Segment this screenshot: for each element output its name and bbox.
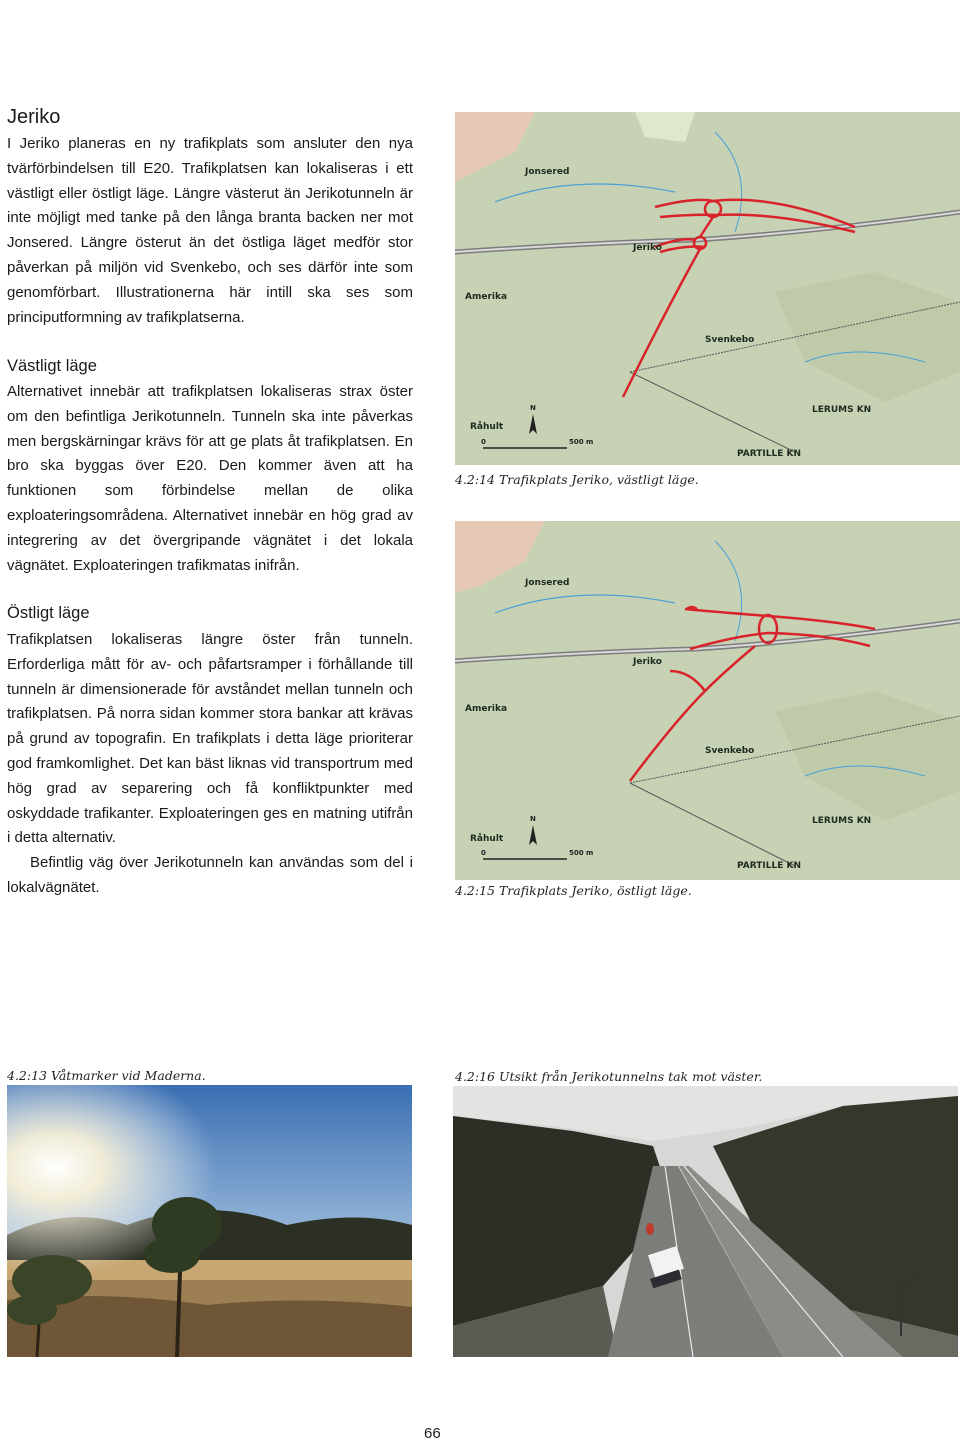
photo-wetlands-graphic	[7, 1085, 412, 1357]
map-east-label-amerika: Amerika	[465, 704, 508, 714]
east-text: Trafikplatsen lokaliseras längre öster från tunneln. Erforderliga mått för av- och påfartsramper i förhållande till tunneln är dimensionerade för avståndet mellan tunneln och trafikplatsen. På norra sidan kommer stora bankar att krävas på grund av topografin. En trafikplats i detta läge prioriterar god framkomlighet. Det kan bäst liknas vid transportrum med hög grad av separering och få konfliktpunkter med oskyddade trafikanter. Exploateringen ges en matning utifrån i detta alternativ.	[7, 631, 413, 847]
map-east-label-rahult: Råhult	[470, 834, 504, 844]
caption-fig14: 4.2:14 Trafikplats Jeriko, västligt läge.	[455, 472, 699, 487]
map-west-label-svenkebo: Svenkebo	[705, 335, 755, 345]
photo-highway-graphic	[453, 1086, 958, 1357]
map-east-scale-end: 500 m	[569, 849, 594, 857]
map-west-north-label: N	[530, 404, 536, 412]
intro-text: I Jeriko planeras en ny trafikplats som ansluter den nya tvärförbindelsen till E20. Trafikplatsen kan lokaliseras i ett västligt eller östligt läge. Längre västerut än Jerikotunneln är inte möjligt med tanke på den långa branta backen ner mot Jonsered. Längre österut än det östliga läget medför stor påverkan på miljön vid Svenkebo, och ses därför inte som genomförbart. Illustrationerna här intill ska ses som principutformning av trafikplatserna.	[7, 135, 413, 326]
caption-fig16: 4.2:16 Utsikt från Jerikotunnelns tak mot väster.	[455, 1069, 763, 1084]
map-east-label-lerums: LERUMS KN	[812, 816, 872, 826]
map-east-label-jonsered: Jonsered	[525, 578, 570, 588]
photo-wetlands	[7, 1085, 412, 1357]
caption-fig15: 4.2:15 Trafikplats Jeriko, östligt läge.	[455, 883, 692, 898]
map-west	[455, 112, 960, 465]
east-heading: Östligt läge	[7, 604, 90, 622]
east-text-2: Befintlig väg över Jerikotunneln kan användas som del i lokalvägnätet.	[7, 854, 413, 896]
map-east-label-jeriko: Jeriko	[633, 657, 662, 667]
map-west-label-amerika: Amerika	[465, 292, 508, 302]
map-west-scale-end: 500 m	[569, 438, 594, 446]
map-west-label-rahult: Råhult	[470, 422, 504, 432]
page-heading: Jeriko	[7, 106, 61, 128]
west-paragraph	[7, 380, 413, 578]
map-west-label-lerums: LERUMS KN	[812, 405, 872, 415]
east-paragraph	[7, 628, 413, 901]
west-heading: Västligt läge	[7, 357, 97, 375]
west-text: Alternativet innebär att trafikplatsen lokaliseras strax öster om den befintliga Jerikotunneln. Tunneln ska inte påverkas men bergskärningar krävs för att ge plats åt trafikplatsen. En bro ska byggas över E20. Den kommer även att ha funktionen som förbindelse mellan de olika exploateringsområdena. Alternativet innebär en hög grad av integrering av det övergripande vägnätet i det lokala vägnätet. Exploateringen trafikmatas inifrån.	[7, 383, 413, 574]
map-west-label-jonsered: Jonsered	[525, 167, 570, 177]
map-west-label-jeriko: Jeriko	[633, 243, 662, 253]
map-east-graphic	[455, 521, 960, 880]
photo-highway	[453, 1086, 958, 1357]
map-east	[455, 521, 960, 880]
intro-paragraph	[7, 132, 413, 330]
map-east-north-label: N	[530, 815, 536, 823]
map-east-scale-zero: 0	[481, 849, 486, 857]
caption-fig13: 4.2:13 Våtmarker vid Maderna.	[7, 1068, 206, 1083]
map-west-scale-zero: 0	[481, 438, 486, 446]
map-east-label-svenkebo: Svenkebo	[705, 746, 755, 756]
page-number: 66	[424, 1425, 441, 1442]
map-east-label-partille: PARTILLE KN	[737, 861, 802, 871]
map-west-graphic	[455, 112, 960, 465]
map-west-label-partille: PARTILLE KN	[737, 449, 802, 459]
